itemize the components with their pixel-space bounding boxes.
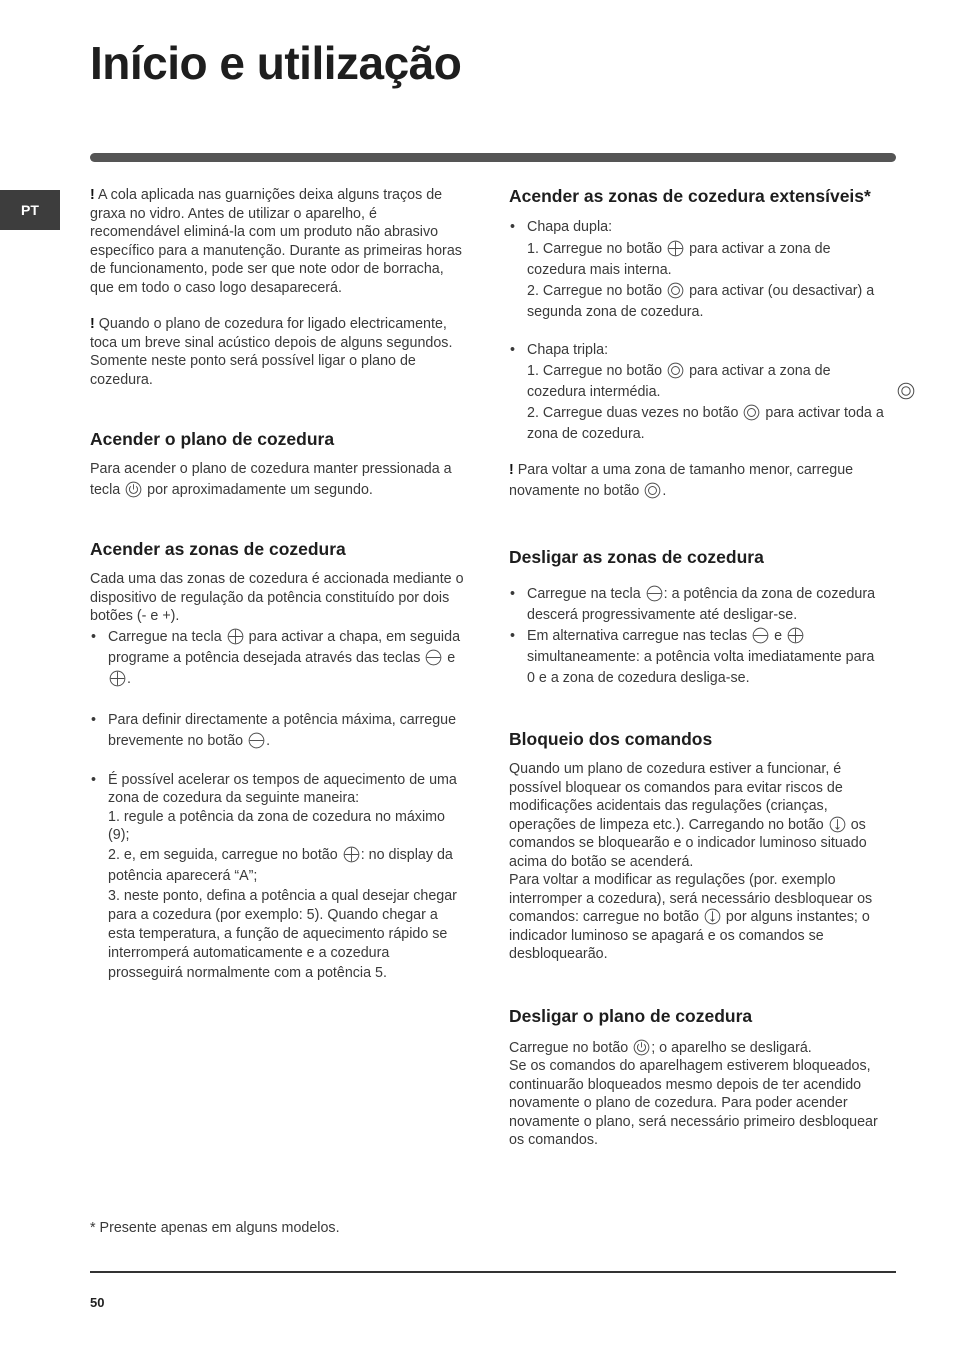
right-column xyxy=(509,186,885,1150)
page-number: 50 xyxy=(90,1295,105,1310)
list-item xyxy=(509,584,885,626)
list-item xyxy=(90,710,466,752)
power-button-icon xyxy=(633,1039,650,1056)
text: por aproximadamente um segundo. xyxy=(143,482,373,498)
list-item xyxy=(90,627,466,690)
list-item: • Chapa dupla: xyxy=(509,218,885,237)
intro-paragraph-2 xyxy=(90,315,466,389)
heading-zonas-extensiveis: Acender as zonas de cozedura extensíveis* xyxy=(509,186,871,206)
footer-divider xyxy=(90,1271,896,1273)
concentric-zone-icon xyxy=(667,282,684,299)
list-item xyxy=(90,771,466,983)
warning-mark: ! xyxy=(90,187,95,203)
key-lock-icon xyxy=(829,816,846,833)
warning-mark: ! xyxy=(90,316,95,332)
text: e xyxy=(443,649,456,666)
text: 2. Carregue no botão xyxy=(527,282,663,299)
plus-circle-icon xyxy=(787,627,804,644)
minus-circle-icon xyxy=(752,627,769,644)
desligar-plano-text-1 xyxy=(509,1039,885,1058)
step-1 xyxy=(509,239,885,281)
text: : a potência da zona de cozedura descerá progressivamente até desligar-se. xyxy=(527,586,876,623)
text: para activar a zona de cozedura mais interna. xyxy=(527,240,831,278)
plus-circle-icon xyxy=(227,628,244,645)
intro-text-2: Quando o plano de cozedura for ligado electricamente, toca um breve sinal acústico depois de alguns segundos. Somente neste ponto será possível ligar o plano de cozedura. xyxy=(90,316,453,388)
text: Em alternativa carregue nas teclas xyxy=(527,628,748,644)
heading-acender-zonas: Acender as zonas de cozedura xyxy=(90,539,346,559)
warning-mark: ! xyxy=(509,462,514,478)
heading-bloqueio: Bloqueio dos comandos xyxy=(509,729,713,749)
text: . xyxy=(266,732,271,749)
text: . xyxy=(127,670,131,687)
text: Carregue no botão xyxy=(509,1039,629,1056)
heading-desligar-plano: Desligar o plano de cozedura xyxy=(509,1005,753,1026)
text: por alguns instantes; o indicador luminoso se apagará e os comandos se desbloquearão. xyxy=(509,909,870,962)
concentric-zone-icon xyxy=(743,404,760,421)
list-item xyxy=(509,626,885,689)
step-2 xyxy=(108,845,466,887)
heading-desligar-zonas: Desligar as zonas de cozedura xyxy=(509,547,764,567)
step-3: 3. neste ponto, defina a potência a qual desejar chegar para a cozedura (por exemplo: 5). Quando chegar a esta temperatura, a função de aquecimento rápido se interromperá automaticamente e a cozedura prosseguirá normalmente com a potência 5. xyxy=(108,887,457,981)
page-title: Início e utilização xyxy=(90,37,462,89)
text: ; o aparelho se desligará. xyxy=(651,1039,812,1056)
power-button-icon xyxy=(125,481,142,498)
acender-plano-text xyxy=(90,459,466,501)
concentric-zone-icon xyxy=(644,482,661,499)
text: Carregue na tecla xyxy=(108,628,222,645)
text: 2. e, em seguida, carregue no botão xyxy=(108,846,338,863)
text: para activar toda a zona de cozedura. xyxy=(527,405,884,442)
minus-circle-icon xyxy=(425,649,442,666)
heading-acender-plano: Acender o plano de cozedura xyxy=(90,429,335,449)
bloqueio-text-2 xyxy=(509,871,885,964)
text: 1. Carregue no botão xyxy=(527,363,663,379)
desligar-plano-text-2: Se os comandos do aparelhagem estiverem bloqueados, continuarão bloqueados mesmo depois de ter acendido novamente o plano de cozedura. Para poder acender novamente o plano, será necessário primeiro desbloquear os comandos. xyxy=(509,1058,878,1148)
smaller-zone-note xyxy=(509,460,885,502)
intro-text-1: A cola aplicada nas guarnições deixa alguns traços de graxa no vidro. Antes de utilizar o aparelho, é recomendável eliminá-la com um produto não abrasivo específico para a manutenção. Durante as primeiras horas de funcionamento, pode ser que note odor de borracha, que em todo o caso logo desaparecerá. xyxy=(90,187,462,296)
concentric-zone-icon xyxy=(667,362,684,379)
language-tab: PT xyxy=(0,190,60,230)
plus-circle-icon xyxy=(343,846,360,863)
text: Para voltar a modificar as regulações (por. exemplo interromper a cozedura), será necessário desbloquear os comandos: carregue no botão xyxy=(509,872,873,925)
text: 1. Carregue no botão xyxy=(527,240,663,257)
text: Para acender o plano de cozedura manter pressionada a tecla xyxy=(90,461,452,498)
text: para activar a chapa, em seguida programe a potência desejada através das teclas xyxy=(108,628,461,666)
key-lock-icon xyxy=(704,908,721,925)
header-divider xyxy=(90,153,896,162)
text: Para definir directamente a potência máxima, carregue brevemente no botão xyxy=(108,711,457,749)
bloqueio-text-1 xyxy=(509,760,885,871)
text: para activar a zona de cozedura intermédia. xyxy=(527,363,831,400)
minus-circle-icon xyxy=(248,732,265,749)
step-2 xyxy=(509,281,885,323)
step-1: 1. regule a potência da zona de cozedura no máximo (9); xyxy=(108,808,445,843)
step-2 xyxy=(509,403,885,445)
text: 2. Carregue duas vezes no botão xyxy=(527,405,739,421)
text: e xyxy=(770,628,787,644)
text: : no display da potência aparecerá “A”; xyxy=(108,846,453,884)
acender-zonas-text: Cada uma das zonas de cozedura é accionada mediante o dispositivo de regulação da potência constituído por dois botões (- e +). xyxy=(90,571,464,624)
text: simultaneamente: a potência volta imediatamente para 0 e a zona de cozedura desliga-se. xyxy=(527,649,875,686)
left-column xyxy=(90,186,466,983)
text: os comandos se bloquearão e o indicador luminoso situado acima do botão se acenderá. xyxy=(509,816,867,870)
minus-circle-icon xyxy=(646,585,663,602)
step-1 xyxy=(509,361,885,403)
plus-circle-icon xyxy=(109,670,126,687)
text: para activar (ou desactivar) a segunda zona de cozedura. xyxy=(527,282,875,320)
list-item: • Chapa tripla: xyxy=(509,341,885,360)
concentric-zone-icon xyxy=(897,382,915,400)
text: • É possível acelerar os tempos de aquecimento de uma zona de cozedura da seguinte maneira: xyxy=(108,771,457,806)
text: Para voltar a uma zona de tamanho menor, carregue novamente no botão xyxy=(509,462,854,499)
text: . xyxy=(662,483,667,499)
text: Quando um plano de cozedura estiver a funcionar, é possível bloquear os comandos para evitar riscos de modificações acidentais das regulações (crianças, operações de limpeza etc.). Carregando no botão xyxy=(509,761,843,833)
text: Carregue na tecla xyxy=(527,586,641,602)
plus-circle-icon xyxy=(667,240,684,257)
intro-paragraph-1 xyxy=(90,186,466,297)
footnote: * Presente apenas em alguns modelos. xyxy=(90,1220,340,1236)
